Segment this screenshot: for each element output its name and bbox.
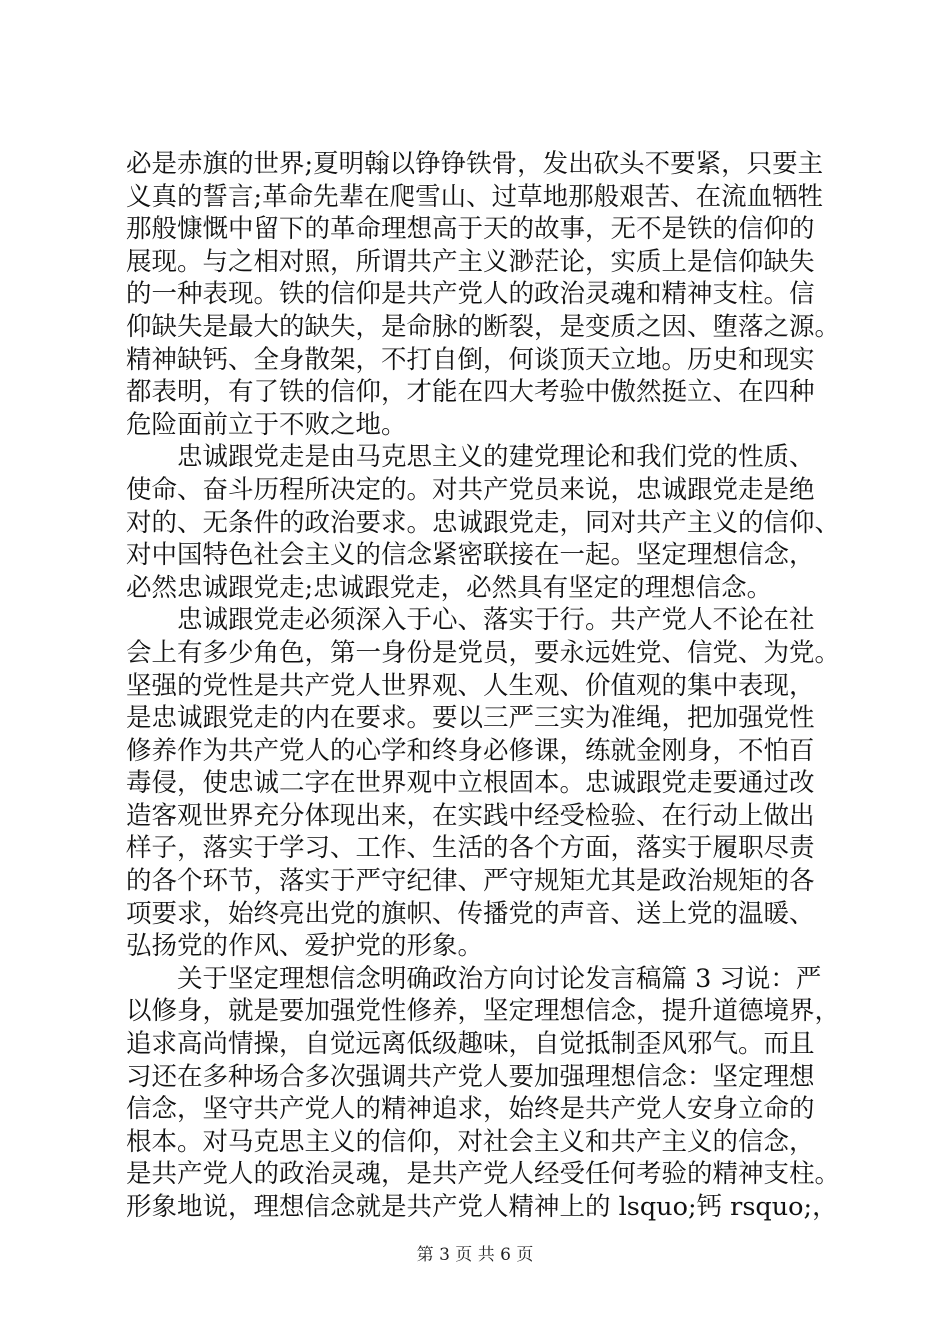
text-line: 的各个环节，落实于严守纪律、严守规矩尤其是政治规矩的各 — [126, 866, 815, 897]
text-line: 毒侵，使忠诚二字在世界观中立根固本。忠诚跟党走要通过改 — [126, 768, 815, 799]
text-line: 使命、奋斗历程所决定的。对共产党员来说，忠诚跟党走是绝 — [126, 474, 815, 505]
text-line: 危险面前立于不败之地。 — [126, 409, 407, 440]
text-line: 修养作为共产党人的心学和终身必修课，练就金刚身，不怕百 — [126, 735, 815, 766]
text-line: 展现。与之相对照，所谓共产主义渺茫论，实质上是信仰缺失 — [126, 246, 815, 277]
text-line: 忠诚跟党走必须深入于心、落实于行。共产党人不论在社 — [126, 605, 815, 636]
text-line: 精神缺钙、全身散架，不打自倒，何谈顶天立地。历史和现实 — [126, 344, 815, 375]
text-line: 必然忠诚跟党走;忠诚跟党走，必然具有坚定的理想信念。 — [126, 572, 773, 603]
text-line: 义真的誓言;革命先辈在爬雪山、过草地那般艰苦、在流血牺牲 — [126, 181, 824, 212]
text-line: 都表明，有了铁的信仰，才能在四大考验中傲然挺立、在四种 — [126, 377, 815, 408]
text-line: 对中国特色社会主义的信念紧密联接在一起。坚定理想信念， — [126, 540, 815, 571]
text-line: 关于坚定理想信念明确政治方向讨论发言稿篇 3 习说：严 — [126, 963, 822, 994]
text-line: 弘扬党的作风、爱护党的形象。 — [126, 931, 484, 962]
text-line: 仰缺失是最大的缺失，是命脉的断裂，是变质之因、堕落之源。 — [126, 311, 841, 342]
text-line: 习还在多种场合多次强调共产党人要加强理想信念：坚定理想 — [126, 1061, 815, 1092]
text-line: 坚强的党性是共产党人世界观、人生观、价值观的集中表现， — [126, 670, 815, 701]
text-line: 信念，坚守共产党人的精神追求，始终是共产党人安身立命的 — [126, 1094, 815, 1125]
text-line: 是共产党人的政治灵魂，是共产党人经受任何考验的精神支柱。 — [126, 1159, 841, 1190]
text-line: 的一种表现。铁的信仰是共产党人的政治灵魂和精神支柱。信 — [126, 279, 815, 310]
page-number: 第 3 页 共 6 页 — [416, 1245, 534, 1265]
text-line: 追求高尚情操，自觉远离低级趣味，自觉抵制歪风邪气。而且 — [126, 1029, 815, 1060]
text-line: 以修身，就是要加强党性修养，坚定理想信念，提升道德境界， — [126, 996, 841, 1027]
text-line: 会上有多少角色，第一身份是党员，要永远姓党、信党、为党。 — [126, 637, 841, 668]
text-line: 形象地说，理想信念就是共产党人精神上的 lsquo;钙 rsquo;， — [126, 1192, 838, 1222]
text-line: 根本。对马克思主义的信仰，对社会主义和共产主义的信念， — [126, 1126, 815, 1157]
body-text — [126, 148, 841, 1224]
text-line: 造客观世界充分体现出来，在实践中经受检验、在行动上做出 — [126, 800, 815, 831]
page-footer — [0, 1244, 950, 1266]
text-line: 必是赤旗的世界;夏明翰以铮铮铁骨，发出砍头不要紧，只要主 — [126, 149, 824, 179]
text-line: 那般慷慨中留下的革命理想高于天的故事，无不是铁的信仰的 — [126, 214, 815, 245]
text-line: 是忠诚跟党走的内在要求。要以三严三实为准绳，把加强党性 — [126, 703, 815, 734]
text-line: 样子，落实于学习、工作、生活的各个方面，落实于履职尽责 — [126, 833, 815, 864]
text-line: 忠诚跟党走是由马克思主义的建党理论和我们党的性质、 — [126, 442, 815, 473]
text-line: 对的、无条件的政治要求。忠诚跟党走，同对共产主义的信仰、 — [126, 507, 841, 538]
text-line: 项要求，始终亮出党的旗帜、传播党的声音、送上党的温暖、 — [126, 898, 815, 929]
